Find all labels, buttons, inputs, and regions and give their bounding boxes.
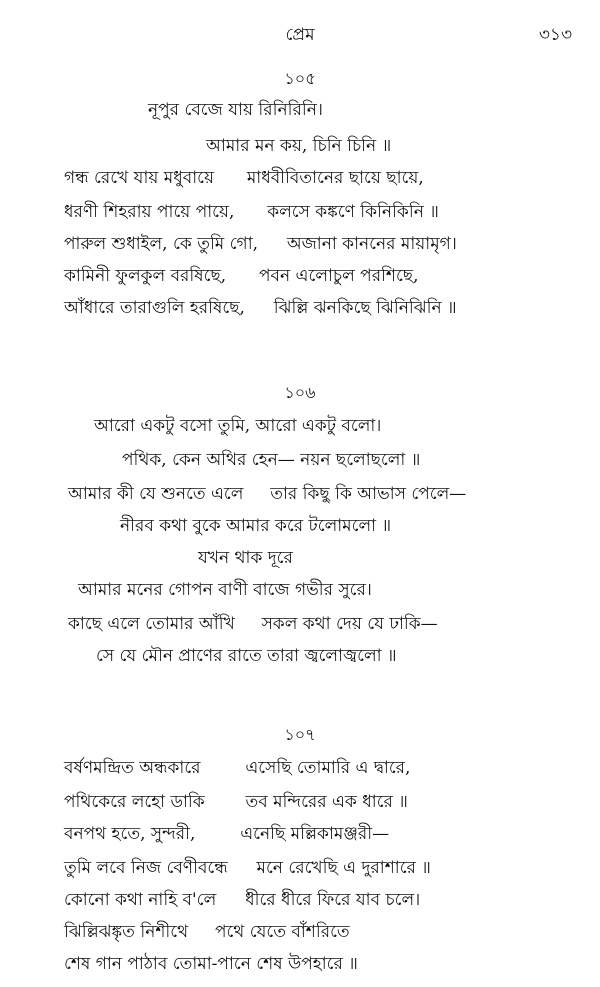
verse-text: নীরব কথা বুকে আমার করে টলোমলো ॥ xyxy=(120,516,392,536)
verse-text: বনপথ হতে, সুন্দরী, xyxy=(64,824,196,844)
verse-line xyxy=(64,888,420,912)
verse-text-second: কলসে কঙ্কণে কিনিকিনি ॥ xyxy=(267,202,439,222)
verse-line xyxy=(64,822,389,846)
verse-text: ঝিল্লিঝঙ্কৃত নিশীথে xyxy=(64,922,189,942)
verse-text-second: পথে যেতে বাঁশরিতে xyxy=(214,922,350,942)
verse-line xyxy=(122,448,420,472)
verse-text: আঁধারে তারাগুলি হরষিছে, xyxy=(64,298,245,318)
verse-line xyxy=(120,514,391,538)
verse-line xyxy=(64,856,431,880)
verse-line xyxy=(206,134,391,158)
verse-line xyxy=(64,200,439,224)
verse-text: কোনো কথা নাহি ব'লে xyxy=(64,890,217,910)
verse-text: আমার মনের গোপন বাণী বাজে গভীর সুরে। xyxy=(78,580,372,600)
verse-text-second: তার কিছু কি আভাস পেলে— xyxy=(270,484,467,504)
verse-line xyxy=(64,232,457,256)
verse-line xyxy=(64,296,457,320)
verse-text: পথিক, কেন অথির হেন— নয়ন ছলোছলো ॥ xyxy=(122,450,421,470)
verse-line xyxy=(148,98,323,122)
verse-line xyxy=(198,546,293,570)
verse-line xyxy=(64,264,419,288)
verse-text: পথিকেরে লহো ডাকি xyxy=(64,792,205,812)
verse-text-second: মাধবীবিতানের ছায়ে ছায়ে, xyxy=(246,168,424,188)
verse-line xyxy=(64,920,350,944)
verse-text: বর্ষণমন্দ্রিত অন্ধকারে xyxy=(64,758,201,778)
verse-text: তুমি লবে নিজ বেণীবন্ধে xyxy=(64,858,228,878)
verse-line xyxy=(64,952,358,976)
song-number: ১০৭ xyxy=(284,725,316,744)
verse-text-second: মনে রেখেছি এ দুরাশারে ॥ xyxy=(256,858,431,878)
verse-text-second: ধীরে ধীরে ফিরে যাব চলে। xyxy=(245,890,421,910)
verse-line xyxy=(78,578,372,602)
song-number: ১০৫ xyxy=(284,69,316,88)
verse-text-second: পবন এলোচুল পরশিছে, xyxy=(259,266,419,286)
verse-text: শেষ গান পাঠাব তোমা-পানে শেষ উপহারে ॥ xyxy=(64,954,358,974)
verse-line xyxy=(64,790,408,814)
verse-text-second: অজানা কাননের মায়ামৃগ। xyxy=(286,234,457,254)
song-number: ১০৬ xyxy=(284,383,316,402)
verse-text: পারুল শুধাইল, কে তুমি গো, xyxy=(64,234,259,254)
verse-text: নূপুর বেজে যায় রিনিরিনি। xyxy=(148,100,323,120)
verse-line xyxy=(68,482,466,506)
verse-text: ধরণী শিহরায় পায়ে পায়ে, xyxy=(64,202,235,222)
verse-text: গন্ধ রেখে যায় মধুবায়ে xyxy=(64,168,215,188)
page-title: প্রেম xyxy=(285,25,315,45)
verse-text: যখন থাক দূরে xyxy=(198,548,293,568)
verse-text-second: এসেছি তোমারি এ দ্বারে, xyxy=(245,758,411,778)
verse-text: আমার কী যে শুনতে এলে xyxy=(68,484,244,504)
verse-text-second: তব মন্দিরের এক ধারে ॥ xyxy=(245,792,408,812)
verse-text: সে যে মৌন প্রাণের রাতে তারা জ্বলোজ্বলো ॥ xyxy=(96,646,397,666)
verse-line xyxy=(94,414,381,438)
verse-text-second: সকল কথা দেয় যে ঢাকি— xyxy=(261,614,438,634)
verse-text-second: এনেছি মল্লিকামঞ্জরী— xyxy=(240,824,390,844)
verse-text-second: ঝিল্লি ঝনকিছে ঝিনিঝিনি ॥ xyxy=(273,298,457,318)
verse-text: কাছে এলে তোমার আঁখি xyxy=(68,614,235,634)
verse-text: আরো একটু বসো তুমি, আরো একটু বলো। xyxy=(94,416,382,436)
verse-text: আমার মন কয়, চিনি চিনি ॥ xyxy=(206,136,392,156)
verse-line xyxy=(96,644,397,668)
verse-line xyxy=(68,612,438,636)
verse-text: কামিনী ফুলকুল বরষিছে, xyxy=(64,266,227,286)
verse-line xyxy=(64,756,410,780)
verse-line xyxy=(64,166,424,190)
page-number: ৩১৩ xyxy=(538,25,572,45)
